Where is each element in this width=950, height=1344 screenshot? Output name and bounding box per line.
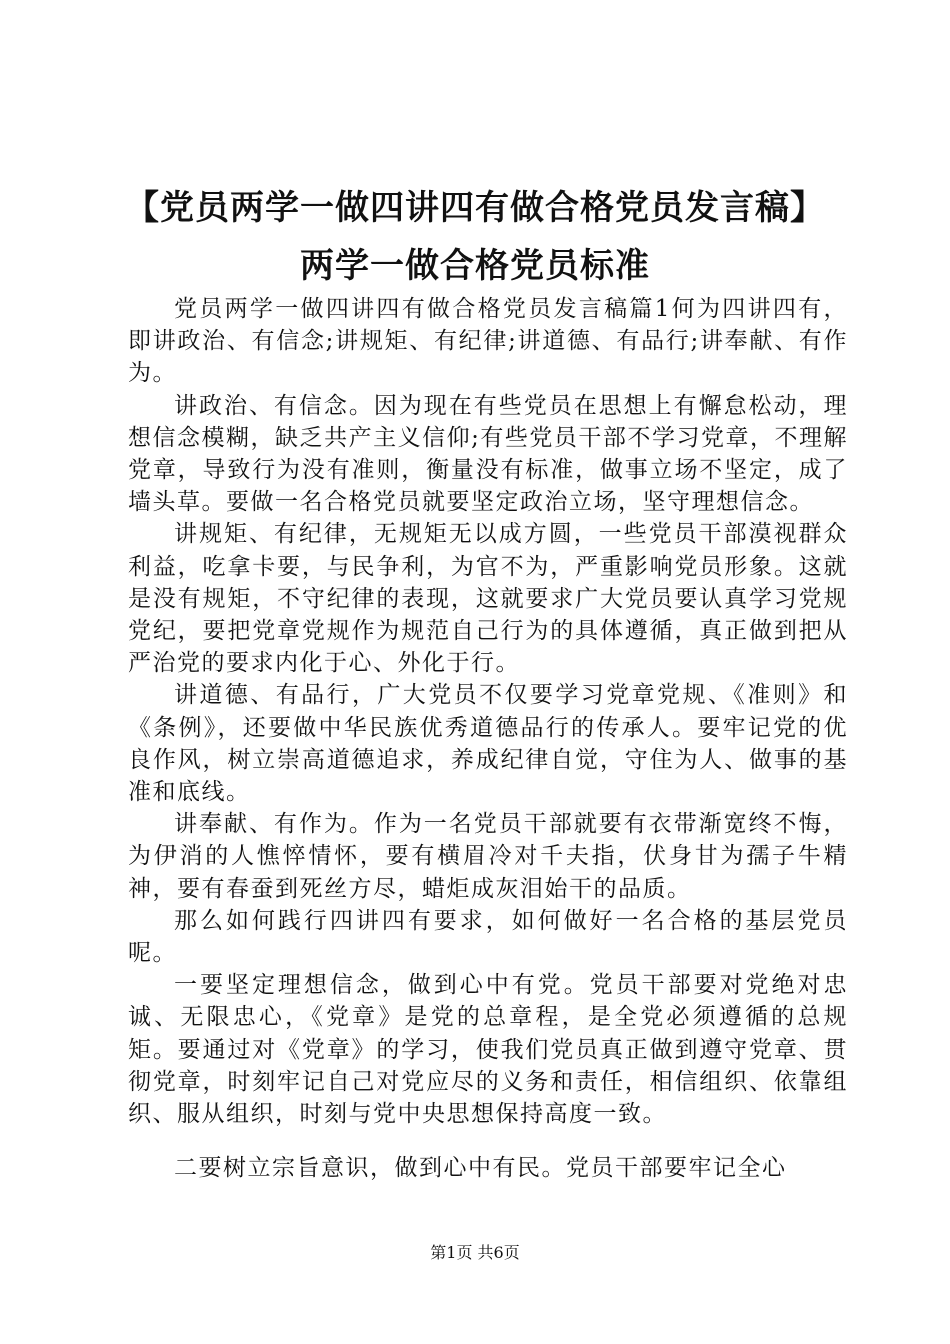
paragraph-4: 讲道德、有品行，广大党员不仅要学习党章党规、《准则》和《条例》，还要做中华民族优秀道德品行的传承人。要牢记党的优良作风，树立崇高道德追求，养成纪律自觉，守住为人、做事的基准和底线。 xyxy=(128,682,848,806)
paragraph-8: 二要树立宗旨意识，做到心中有民。党员干部要牢记全心 xyxy=(174,1155,787,1182)
paragraph-6: 那么如何践行四讲四有要求，如何做好一名合格的基层党员呢。 xyxy=(128,907,848,967)
page-number-footer: 第1页 共6页 xyxy=(430,1243,520,1262)
paragraph-3: 讲规矩、有纪律，无规矩无以成方圆，一些党员干部漠视群众利益，吃拿卡要，与民争利，为官不为，严重影响党员形象。这就是没有规矩，不守纪律的表现，这就要求广大党员要认真学习党规党纪，要把党章党规作为规范自己行为的具体遵循，真正做到把从严治党的要求内化于心、外化于行。 xyxy=(128,521,848,677)
paragraph-1: 党员两学一做四讲四有做合格党员发言稿篇1何为四讲四有，即讲政治、有信念;讲规矩、有纪律;讲道德、有品行;讲奉献、有作为。 xyxy=(128,296,848,387)
paragraph-2: 讲政治、有信念。因为现在有些党员在思想上有懈怠松动，理想信念模糊，缺乏共产主义信仰;有些党员干部不学习党章，不理解党章，导致行为没有准则，衡量没有标准，做事立场不坚定，成了墙头草。要做一名合格党员就要坚定政治立场，坚守理想信念。 xyxy=(128,392,848,516)
document-title-line-2: 两学一做合格党员标准 xyxy=(300,246,650,286)
document-title-line-1: 【党员两学一做四讲四有做合格党员发言稿】 xyxy=(125,188,825,228)
document-body xyxy=(128,293,848,1184)
paragraph-7: 一要坚定理想信念，做到心中有党。党员干部要对党绝对忠诚、无限忠心，《党章》是党的总章程，是全党必须遵循的总规矩。要通过对《党章》的学习，使我们党员真正做到遵守党章、贯彻党章，时刻牢记自己对党应尽的义务和责任，相信组织、依靠组织、服从组织，时刻与党中央思想保持高度一致。 xyxy=(128,972,848,1128)
paragraph-5: 讲奉献、有作为。作为一名党员干部就要有衣带渐宽终不悔，为伊消的人憔悴情怀，要有横眉冷对千夫指，伏身甘为孺子牛精神，要有春蚕到死丝方尽，蜡炬成灰泪始干的品质。 xyxy=(128,811,848,902)
